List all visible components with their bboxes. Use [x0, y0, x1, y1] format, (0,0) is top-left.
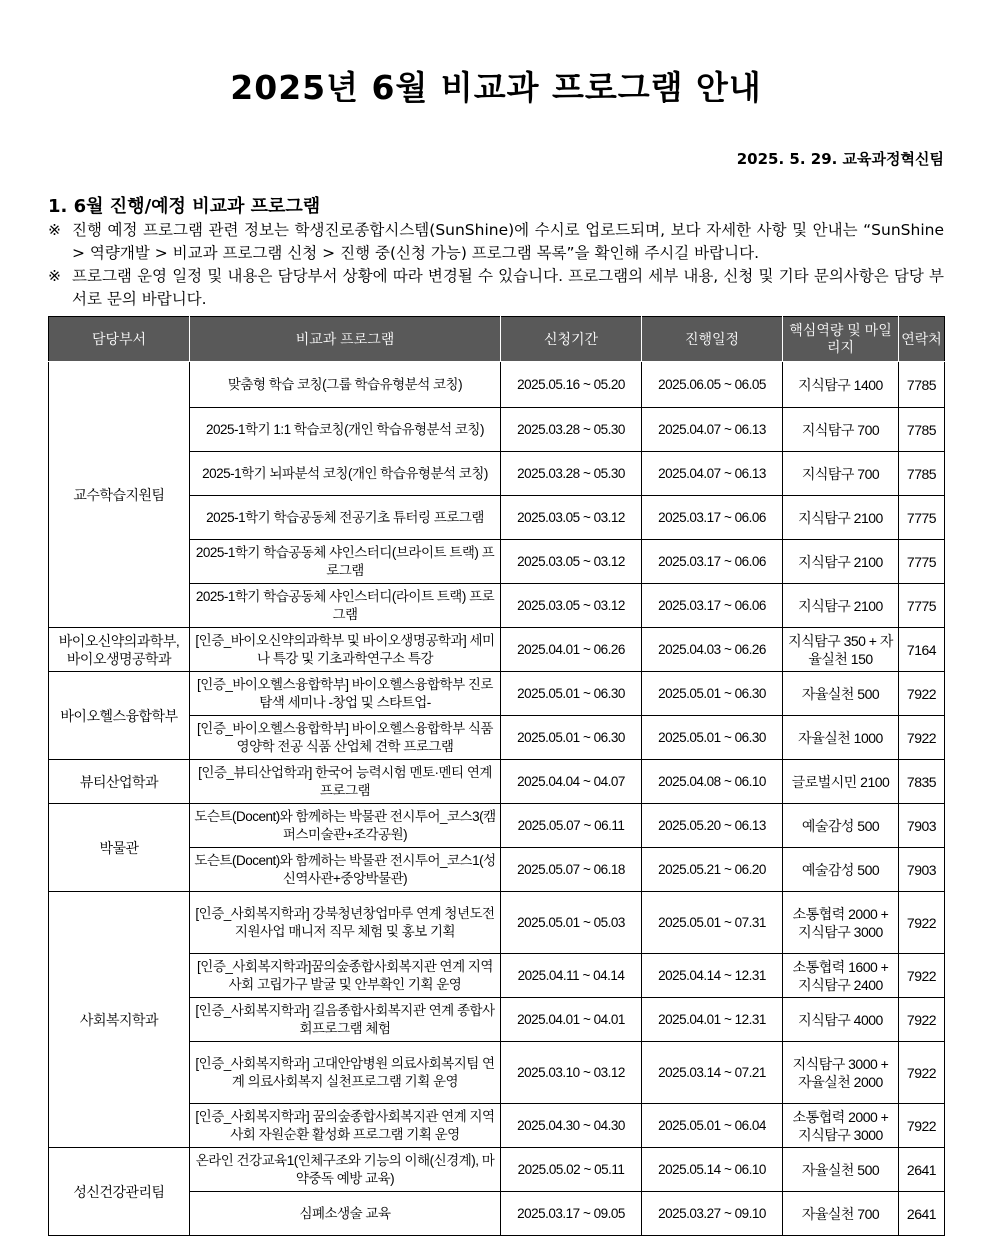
contact-extension: 7922 — [899, 672, 945, 716]
table-row — [49, 760, 945, 804]
program-name: [인증_뷰티산업학과] 한국어 능력시험 멘토·멘티 연계 프로그램 — [190, 760, 501, 804]
program-name: [인증_바이오신약의과학부 및 바이오생명공학과] 세미나 특강 및 기초과학연구소 특강 — [190, 628, 501, 672]
contact-extension: 7922 — [899, 1042, 945, 1104]
competency-mileage: 글로벌시민 2100 — [783, 760, 899, 804]
department-cell: 뷰티산업학과 — [49, 760, 190, 804]
contact-extension: 7785 — [899, 362, 945, 408]
program-name: [인증_사회복지학과] 강북청년창업마루 연계 청년도전지원사업 매니저 직무 체험 및 홍보 기획 — [190, 892, 501, 954]
application-period: 2025.03.05 ~ 03.12 — [501, 584, 642, 628]
table-row — [49, 804, 945, 848]
competency-mileage: 지식탐구 700 — [783, 452, 899, 496]
notice-text: 진행 예정 프로그램 관련 정보는 학생진로종합시스템(SunShine)에 수시로 업로드되며, 보다 자세한 사항 및 안내는 “SunShine > 역량개발 > 비교과 프로그램 신청 > 진행 중(신청 가능) 프로그램 목록”을 확인해 주시길 바랍니다. — [72, 221, 944, 262]
program-schedule: 2025.05.01 ~ 06.30 — [642, 672, 783, 716]
column-header: 연락처 — [899, 317, 945, 362]
program-name: [인증_바이오헬스융합학부] 바이오헬스융합학부 진로탐색 세미나 -창업 및 스타트업- — [190, 672, 501, 716]
application-period: 2025.03.05 ~ 03.12 — [501, 540, 642, 584]
program-schedule: 2025.05.01 ~ 07.31 — [642, 892, 783, 954]
program-schedule: 2025.04.01 ~ 12.31 — [642, 998, 783, 1042]
program-schedule: 2025.05.20 ~ 06.13 — [642, 804, 783, 848]
competency-mileage: 지식탐구 700 — [783, 408, 899, 452]
program-schedule: 2025.04.08 ~ 06.10 — [642, 760, 783, 804]
notice-2 — [48, 265, 944, 311]
program-schedule: 2025.05.21 ~ 06.20 — [642, 848, 783, 892]
department-cell: 성신건강관리팀 — [49, 1148, 190, 1236]
program-name: [인증_바이오헬스융합학부] 바이오헬스융합학부 식품영양학 전공 식품 산업체 견학 프로그램 — [190, 716, 501, 760]
competency-mileage: 지식탐구 3000 + 자율실천 2000 — [783, 1042, 899, 1104]
contact-extension: 2641 — [899, 1192, 945, 1236]
program-schedule: 2025.03.17 ~ 06.06 — [642, 584, 783, 628]
application-period: 2025.04.30 ~ 04.30 — [501, 1104, 642, 1148]
competency-mileage: 지식탐구 350 + 자율실천 150 — [783, 628, 899, 672]
table-row — [49, 628, 945, 672]
application-period: 2025.03.17 ~ 09.05 — [501, 1192, 642, 1236]
table-header-row — [49, 317, 945, 362]
program-name: 2025-1학기 학습공동체 샤인스터디(라이트 트랙) 프로그램 — [190, 584, 501, 628]
program-name: 심폐소생술 교육 — [190, 1192, 501, 1236]
program-name: [인증_사회복지학과]꿈의숲종합사회복지관 연계 지역사회 고립가구 발굴 및 안부확인 기획 운영 — [190, 954, 501, 998]
program-schedule: 2025.05.14 ~ 06.10 — [642, 1148, 783, 1192]
application-period: 2025.04.01 ~ 04.01 — [501, 998, 642, 1042]
application-period: 2025.05.16 ~ 05.20 — [501, 362, 642, 408]
program-name: 2025-1학기 학습공동체 샤인스터디(브라이트 트랙) 프로그램 — [190, 540, 501, 584]
reference-mark-icon: ※ — [48, 267, 61, 285]
competency-mileage: 지식탐구 2100 — [783, 540, 899, 584]
department-cell: 교수학습지원팀 — [49, 362, 190, 628]
competency-mileage: 소통협력 1600 + 지식탐구 2400 — [783, 954, 899, 998]
table-row — [49, 1148, 945, 1192]
contact-extension: 7922 — [899, 998, 945, 1042]
competency-mileage: 지식탐구 2100 — [783, 584, 899, 628]
competency-mileage: 지식탐구 2100 — [783, 496, 899, 540]
program-name: [인증_사회복지학과] 꿈의숲종합사회복지관 연계 지역사회 자원순환 활성화 프로그램 기획 운영 — [190, 1104, 501, 1148]
application-period: 2025.05.01 ~ 06.30 — [501, 672, 642, 716]
competency-mileage: 지식탐구 4000 — [783, 998, 899, 1042]
contact-extension: 7922 — [899, 1104, 945, 1148]
contact-extension: 7775 — [899, 584, 945, 628]
contact-extension: 7903 — [899, 804, 945, 848]
contact-extension: 2641 — [899, 1148, 945, 1192]
column-header: 비교과 프로그램 — [190, 317, 501, 362]
program-name: 맞춤형 학습 코칭(그룹 학습유형분석 코칭) — [190, 362, 501, 408]
competency-mileage: 소통협력 2000 + 지식탐구 3000 — [783, 1104, 899, 1148]
notice-1 — [48, 219, 944, 265]
competency-mileage: 예술감성 500 — [783, 848, 899, 892]
column-header: 핵심역량 및 마일리지 — [783, 317, 899, 362]
program-name: 도슨트(Docent)와 함께하는 박물관 전시투어_코스1(성신역사관+중앙박물관) — [190, 848, 501, 892]
department-cell: 바이오신약의과학부, 바이오생명공학과 — [49, 628, 190, 672]
application-period: 2025.03.28 ~ 05.30 — [501, 452, 642, 496]
document-date: 2025. 5. 29. 교육과정혁신팀 — [736, 150, 944, 168]
reference-mark-icon: ※ — [48, 221, 61, 239]
competency-mileage: 예술감성 500 — [783, 804, 899, 848]
program-name: [인증_사회복지학과] 고대안암병원 의료사회복지팀 연계 의료사회복지 실천프로그램 기획 운영 — [190, 1042, 501, 1104]
program-name: 2025-1학기 1:1 학습코칭(개인 학습유형분석 코칭) — [190, 408, 501, 452]
application-period: 2025.05.07 ~ 06.18 — [501, 848, 642, 892]
program-schedule: 2025.03.17 ~ 06.06 — [642, 540, 783, 584]
table-body — [49, 362, 945, 1236]
program-schedule: 2025.03.17 ~ 06.06 — [642, 496, 783, 540]
contact-extension: 7775 — [899, 496, 945, 540]
contact-extension: 7835 — [899, 760, 945, 804]
program-schedule: 2025.06.05 ~ 06.05 — [642, 362, 783, 408]
program-table — [48, 316, 945, 1236]
competency-mileage: 지식탐구 1400 — [783, 362, 899, 408]
department-cell: 박물관 — [49, 804, 190, 892]
program-name: 온라인 건강교육1(인체구조와 기능의 이해(신경계), 마약중독 예방 교육) — [190, 1148, 501, 1192]
application-period: 2025.03.10 ~ 03.12 — [501, 1042, 642, 1104]
application-period: 2025.05.01 ~ 06.30 — [501, 716, 642, 760]
program-name: [인증_사회복지학과] 길음종합사회복지관 연계 종합사회프로그램 체험 — [190, 998, 501, 1042]
program-schedule: 2025.05.01 ~ 06.30 — [642, 716, 783, 760]
program-schedule: 2025.05.01 ~ 06.04 — [642, 1104, 783, 1148]
application-period: 2025.05.02 ~ 05.11 — [501, 1148, 642, 1192]
contact-extension: 7785 — [899, 408, 945, 452]
page-title: 2025년 6월 비교과 프로그램 안내 — [230, 68, 762, 107]
application-period: 2025.05.07 ~ 06.11 — [501, 804, 642, 848]
competency-mileage: 자율실천 500 — [783, 672, 899, 716]
program-schedule: 2025.03.14 ~ 07.21 — [642, 1042, 783, 1104]
program-name: 2025-1학기 학습공동체 전공기초 튜터링 프로그램 — [190, 496, 501, 540]
application-period: 2025.03.28 ~ 05.30 — [501, 408, 642, 452]
contact-extension: 7164 — [899, 628, 945, 672]
column-header: 담당부서 — [49, 317, 190, 362]
competency-mileage: 자율실천 500 — [783, 1148, 899, 1192]
contact-extension: 7922 — [899, 954, 945, 998]
competency-mileage: 자율실천 700 — [783, 1192, 899, 1236]
application-period: 2025.05.01 ~ 05.03 — [501, 892, 642, 954]
section-heading: 1. 6월 진행/예정 비교과 프로그램 — [48, 196, 321, 217]
application-period: 2025.04.04 ~ 04.07 — [501, 760, 642, 804]
contact-extension: 7922 — [899, 892, 945, 954]
table-row — [49, 892, 945, 954]
competency-mileage: 소통협력 2000 + 지식탐구 3000 — [783, 892, 899, 954]
program-schedule: 2025.03.27 ~ 09.10 — [642, 1192, 783, 1236]
program-schedule: 2025.04.07 ~ 06.13 — [642, 408, 783, 452]
department-cell: 바이오헬스융합학부 — [49, 672, 190, 760]
contact-extension: 7775 — [899, 540, 945, 584]
column-header: 진행일정 — [642, 317, 783, 362]
program-schedule: 2025.04.14 ~ 12.31 — [642, 954, 783, 998]
program-name: 2025-1학기 뇌파분석 코칭(개인 학습유형분석 코칭) — [190, 452, 501, 496]
application-period: 2025.03.05 ~ 03.12 — [501, 496, 642, 540]
program-name: 도슨트(Docent)와 함께하는 박물관 전시투어_코스3(캠퍼스미술관+조각공원) — [190, 804, 501, 848]
contact-extension: 7903 — [899, 848, 945, 892]
notice-text: 프로그램 운영 일정 및 내용은 담당부서 상황에 따라 변경될 수 있습니다. 프로그램의 세부 내용, 신청 및 기타 문의사항은 담당 부서로 문의 바랍니다. — [72, 267, 944, 308]
program-schedule: 2025.04.03 ~ 06.26 — [642, 628, 783, 672]
contact-extension: 7922 — [899, 716, 945, 760]
application-period: 2025.04.11 ~ 04.14 — [501, 954, 642, 998]
contact-extension: 7785 — [899, 452, 945, 496]
table-row — [49, 672, 945, 716]
application-period: 2025.04.01 ~ 06.26 — [501, 628, 642, 672]
program-schedule: 2025.04.07 ~ 06.13 — [642, 452, 783, 496]
column-header: 신청기간 — [501, 317, 642, 362]
table-row — [49, 362, 945, 408]
department-cell: 사회복지학과 — [49, 892, 190, 1148]
competency-mileage: 자율실천 1000 — [783, 716, 899, 760]
